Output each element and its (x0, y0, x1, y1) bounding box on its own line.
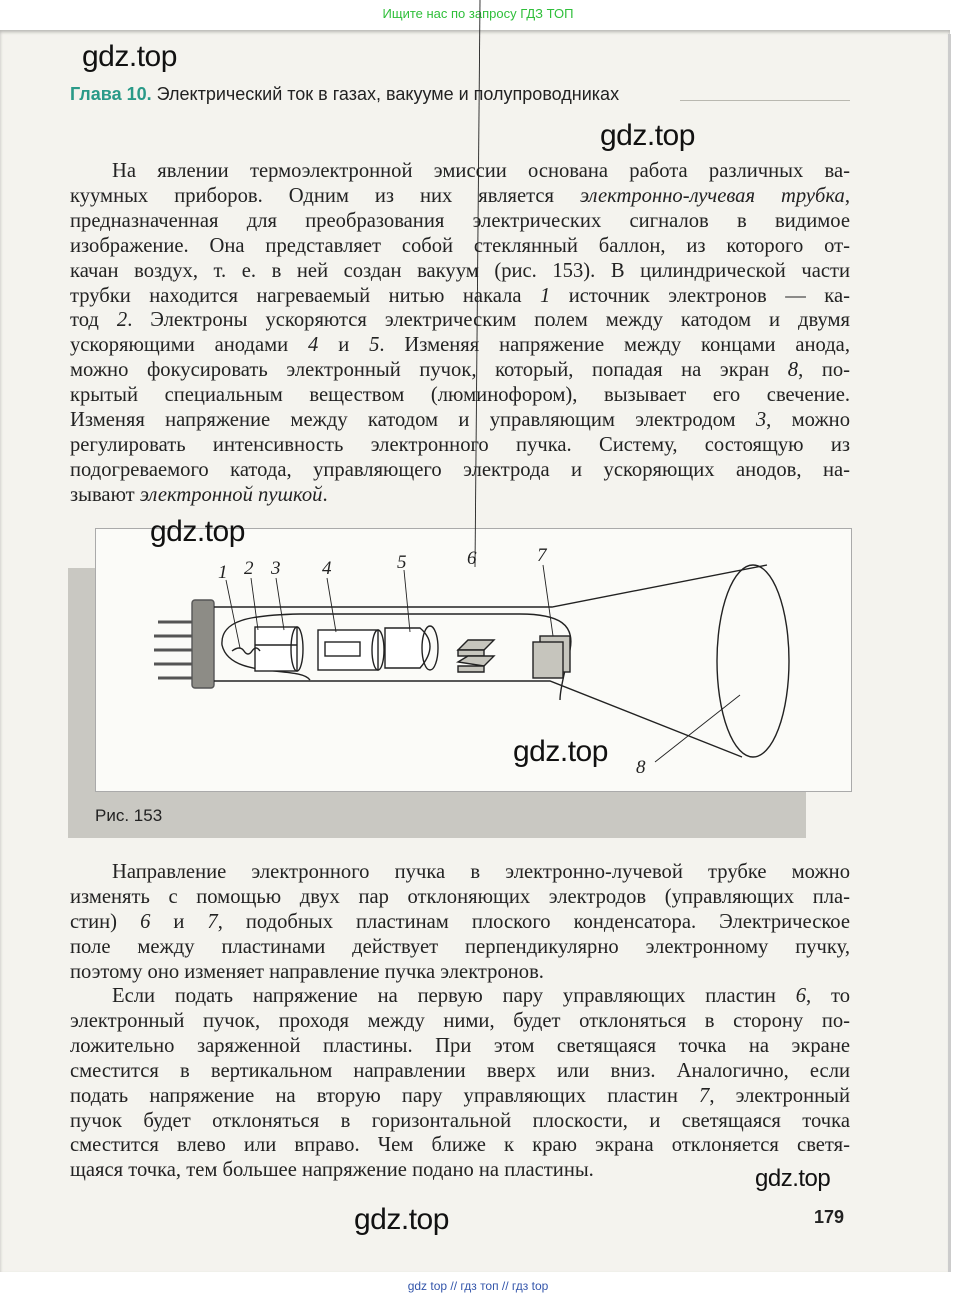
text-line (70, 885, 850, 910)
italic-text: 4 (308, 334, 319, 357)
text-line (70, 984, 850, 1009)
italic-text: электронной пушкой (139, 483, 323, 506)
watermark: gdz.top (600, 119, 695, 152)
search-banner[interactable]: Ищите нас по запросу ГДЗ ТОП (382, 6, 574, 21)
italic-text: 1 (539, 284, 551, 307)
text-segment: качан воздух, т. е. в ней создан вакуум (рис. 153). В цилиндрической части (70, 259, 850, 282)
text-segment: , электронный (709, 1084, 850, 1107)
text-segment: , по- (798, 359, 850, 382)
text-line (70, 910, 850, 935)
italic-text: 8 (787, 359, 799, 382)
text-segment: сместится в вертикальном направлении вверх или вниз. Аналогично, если (70, 1059, 850, 1082)
italic-text: 2 (116, 309, 128, 332)
watermark: gdz.top (82, 40, 177, 73)
watermark: gdz.top (150, 515, 245, 548)
text-line (70, 1009, 850, 1034)
text-line (70, 1059, 850, 1084)
label-8: 8 (636, 757, 646, 778)
text-segment: электронный пучок, проходя между ними, будет отклоняться в сторону по- (70, 1009, 850, 1032)
tube-top-outline (214, 565, 767, 607)
chapter-title: Электрический ток в газах, вакууме и полупроводниках (156, 84, 620, 104)
label-4: 4 (322, 558, 332, 579)
text-segment: подать напряжение на вторую пару управляющих пластин (70, 1084, 700, 1107)
text-segment: , то (806, 985, 850, 1007)
text-line (70, 1158, 850, 1183)
text-segment: изменять с помощью двух пар отклоняющих электродов (управляющих пла- (70, 885, 850, 908)
footer-links[interactable]: gdz top // гдз топ // гдз top (407, 1279, 549, 1293)
text-line (70, 1034, 850, 1059)
label-7: 7 (537, 545, 547, 566)
text-segment: Изменяя напряжение между катодом и управляющим электродом (70, 409, 756, 432)
text-segment: источник электронов — ка- (550, 284, 850, 307)
label-1: 1 (218, 562, 228, 583)
text-segment: трубки находится нагреваемый нитью накала (70, 284, 540, 307)
text-segment: ложительно заряженной пластины. При этом светящаяся точка на экране (70, 1034, 850, 1057)
italic-text: 6 (795, 985, 806, 1007)
label-6: 6 (467, 548, 477, 569)
italic-text: 5 (369, 334, 380, 357)
label-5: 5 (397, 552, 407, 573)
italic-text: 6 (140, 910, 151, 933)
text-segment: зывают (70, 483, 140, 506)
screen (717, 565, 789, 757)
text-segment: На явлении термоэлектронной эмиссии основана работа различных ва- (112, 160, 850, 182)
text-segment: ускоряющими анодами (70, 334, 309, 357)
text-segment: и (150, 910, 208, 933)
text-segment: , подобных пластинам плоского конденсатора. Электрическое (217, 910, 850, 933)
text-line (70, 1084, 850, 1109)
text-line (70, 935, 850, 960)
text-segment: предназначенная для преобразования электрических сигналов в видимое (70, 209, 850, 232)
text-segment: Если подать напряжение на первую пару управляющих пластин (112, 985, 796, 1007)
italic-text: 7 (207, 910, 218, 933)
text-line (70, 960, 850, 985)
tube-base (192, 600, 214, 688)
text-segment: куумных приборов. Одним из них является (70, 184, 580, 207)
text-segment: . Изменяя напряжение между концами анода, (379, 334, 850, 357)
text-segment: крытый специальным веществом (люминофором), вызывает его свечение. (70, 384, 850, 407)
text-segment: стин) (70, 910, 141, 933)
text-segment: щаяся точка, тем большее напряжение подано на пластины. (70, 1159, 594, 1182)
italic-text: 7 (699, 1084, 710, 1107)
label-2: 2 (244, 558, 254, 579)
text-line (70, 1109, 850, 1134)
italic-text: 3 (755, 409, 767, 432)
text-segment: сместится влево или вправо. Чем ближе к краю экрана отклоняется светя- (70, 1134, 850, 1157)
italic-text: электронно-лучевая трубка (579, 184, 845, 207)
text-line (70, 1133, 850, 1158)
text-segment: , (844, 184, 850, 207)
tube-bottom-outline (214, 681, 742, 757)
paragraph (70, 984, 850, 1183)
figure-caption: Рис. 153 (95, 806, 163, 825)
text-segment: , можно (766, 409, 850, 432)
text-segment: можно фокусировать электронный пучок, который, попадая на экран (70, 359, 788, 382)
text-segment: изображение. Она представляет собой стеклянный баллон, из которого от- (70, 234, 850, 257)
text-segment: подогреваемого катода, управляющего электрода и ускоряющих анодов, на- (70, 458, 850, 481)
watermark: gdz.top (755, 1165, 831, 1192)
text-segment: пучок будет отклоняться в горизонтальной плоскости, и светящаяся точка (70, 1109, 850, 1132)
text-segment: тод (70, 309, 117, 332)
watermark: gdz.top (354, 1203, 449, 1236)
label-3: 3 (271, 558, 281, 579)
paragraph (70, 860, 850, 985)
text-segment: . (322, 483, 328, 506)
text-segment: поле между пластинами действует перпендикулярно электронному пучку, (70, 935, 850, 958)
text-segment: поэтому оно изменяет направление пучка электронов. (70, 960, 544, 983)
text-line (70, 860, 850, 885)
chapter-label: Глава 10. (70, 84, 152, 104)
text-segment: . Электроны ускоряются электрическим полем между катодом и двумя (127, 309, 850, 332)
text-segment: и (318, 334, 370, 357)
pins (154, 622, 192, 678)
text-segment: Направление электронного пучка в электронно-лучевой трубке можно (112, 861, 850, 883)
page-number: 179 (814, 1207, 845, 1227)
text-segment: регулировать интенсивность электронного пучка. Систему, состоящую из (70, 433, 850, 456)
watermark: gdz.top (513, 735, 608, 768)
